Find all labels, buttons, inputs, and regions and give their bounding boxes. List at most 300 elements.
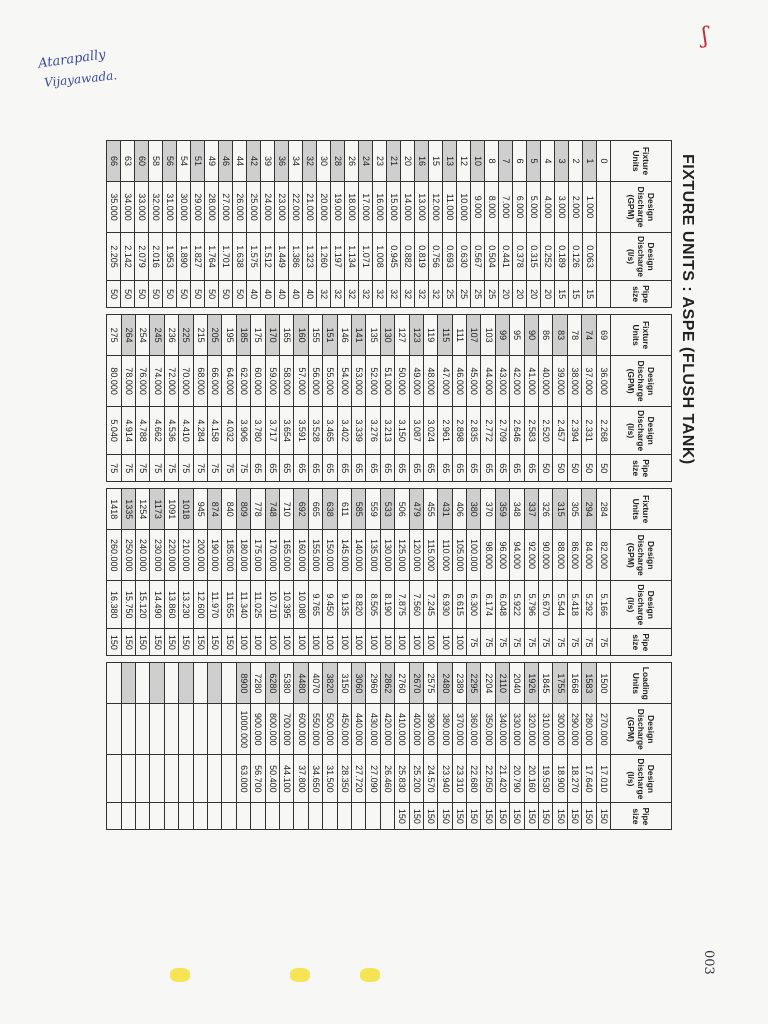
table-cell: 2.772 [481, 407, 495, 455]
table-cell: 20 [499, 281, 513, 308]
table-row [208, 489, 222, 656]
table-cell: 55.000 [323, 356, 337, 407]
table-cell: 75 [481, 629, 495, 656]
table-row [135, 141, 149, 308]
table-row [208, 663, 222, 830]
table-cell: 100 [308, 629, 322, 656]
table-cell: 41.000 [524, 356, 538, 407]
table-cell: 95 [510, 315, 524, 356]
table-row [136, 315, 150, 482]
table-cell: 1.323 [303, 233, 317, 281]
table-cell: 236 [164, 315, 178, 356]
table-cell: 2960 [366, 663, 380, 704]
table-row [164, 489, 178, 656]
table-cell: 145.000 [337, 530, 351, 581]
table-cell [121, 755, 135, 803]
table-row [524, 315, 538, 482]
column-header: Design Discharge (GPM) [611, 530, 672, 581]
table-cell: 107 [467, 315, 481, 356]
table-cell [121, 803, 135, 830]
table-row [423, 489, 437, 656]
table-cell: 23 [373, 141, 387, 182]
table-row [294, 489, 308, 656]
table-cell: 21.420 [495, 755, 509, 803]
table-cell: 100 [452, 629, 466, 656]
table-cell: 65 [395, 455, 409, 482]
table-cell: 3820 [323, 663, 337, 704]
table-cell: 400.000 [409, 704, 423, 755]
table-cell: 75 [539, 629, 553, 656]
table-row [121, 489, 135, 656]
table-cell: 5.418 [567, 581, 581, 629]
table-cell: 76.000 [136, 356, 150, 407]
column-header: Fixture Units [611, 141, 672, 182]
table-row [366, 663, 380, 830]
table-cell [179, 803, 193, 830]
table-cell: 51 [191, 141, 205, 182]
table-cell: 86.000 [567, 530, 581, 581]
table-cell: 550.000 [308, 704, 322, 755]
table-cell: 6280 [265, 663, 279, 704]
table-cell: 19.530 [539, 755, 553, 803]
table-cell [208, 663, 222, 704]
table-cell: 3060 [351, 663, 365, 704]
table-cell: 86 [539, 315, 553, 356]
table-cell: 1.386 [289, 233, 303, 281]
table-cell: 60 [135, 141, 149, 182]
table-cell: 50 [191, 281, 205, 308]
table-cell: 692 [294, 489, 308, 530]
table-cell [193, 803, 207, 830]
table-cell [136, 663, 150, 704]
table-cell: 84.000 [582, 530, 596, 581]
table-cell: 100 [423, 629, 437, 656]
table-cell: 4.000 [541, 182, 555, 233]
table-cell: 710 [280, 489, 294, 530]
table-cell: 50.000 [395, 356, 409, 407]
table-cell: 82.000 [596, 530, 610, 581]
table-cell: 7 [499, 141, 513, 182]
table-cell [193, 755, 207, 803]
table-row [395, 663, 409, 830]
table-cell: 600.000 [294, 704, 308, 755]
table-cell: 100 [280, 629, 294, 656]
table-row [596, 663, 610, 830]
table-row [582, 489, 596, 656]
table-cell: 150 [553, 803, 567, 830]
table-cell: 337 [524, 489, 538, 530]
table-cell: 20.000 [317, 182, 331, 233]
table-cell: 10.080 [294, 581, 308, 629]
rotated-page [82, 140, 702, 920]
table-cell: 350.000 [481, 704, 495, 755]
table-row [495, 315, 509, 482]
table-cell: 0.063 [583, 233, 597, 281]
table-cell: 151 [323, 315, 337, 356]
table-cell: 30.000 [177, 182, 191, 233]
table-cell: 360.000 [467, 704, 481, 755]
table-cell: 135.000 [366, 530, 380, 581]
table-cell: 100 [366, 629, 380, 656]
table-cell: 2.394 [567, 407, 581, 455]
table-cell: 11.000 [443, 182, 457, 233]
table-cell: 3.087 [409, 407, 423, 455]
table-row [495, 489, 509, 656]
table-cell: 22.680 [467, 755, 481, 803]
table-cell: 585 [351, 489, 365, 530]
table-cell: 17.010 [596, 755, 610, 803]
table-cell: 2.268 [596, 407, 610, 455]
table-cell: 16.000 [373, 182, 387, 233]
table-cell: 34.650 [308, 755, 322, 803]
table-cell: 33.000 [135, 182, 149, 233]
table-cell [208, 704, 222, 755]
table-cell: 6 [513, 141, 527, 182]
table-cell: 65 [467, 455, 481, 482]
table-cell: 0.567 [471, 233, 485, 281]
table-cell: 150 [121, 629, 135, 656]
table-cell: 2389 [452, 663, 466, 704]
table-row [303, 141, 317, 308]
table-row [164, 315, 178, 482]
table-cell: 230.000 [150, 530, 164, 581]
column-header: Design Discharge (GPM) [611, 704, 672, 755]
table-cell: 32 [359, 281, 373, 308]
table-cell: 100 [236, 629, 250, 656]
table-cell: 32 [303, 141, 317, 182]
table-cell: 2575 [423, 663, 437, 704]
column-header: Design Discharge (l/s) [611, 755, 672, 803]
table-row [467, 315, 481, 482]
table-cell: 25 [443, 281, 457, 308]
table-cell: 2110 [495, 663, 509, 704]
table-cell: 0 [597, 141, 611, 182]
table-cell: 11.970 [208, 581, 222, 629]
table-row [366, 315, 380, 482]
table-cell: 90.000 [539, 530, 553, 581]
table-cell: 74 [582, 315, 596, 356]
table-cell: 42 [247, 141, 261, 182]
table-cell: 75 [596, 629, 610, 656]
table-cell: 0.945 [387, 233, 401, 281]
table-cell: 10.710 [265, 581, 279, 629]
table-row [366, 489, 380, 656]
table-cell: 2862 [380, 663, 394, 704]
table-cell: 370 [481, 489, 495, 530]
table-cell: 135 [366, 315, 380, 356]
table-row [136, 489, 150, 656]
table-cell: 25 [485, 281, 499, 308]
table-cell: 20 [541, 281, 555, 308]
table-cell: 800.000 [265, 704, 279, 755]
table-cell: 40 [247, 281, 261, 308]
table-row [179, 489, 193, 656]
column-header: Fixture Units [611, 315, 672, 356]
table-cell [121, 704, 135, 755]
table-cell: 50 [582, 455, 596, 482]
table-row [555, 141, 569, 308]
column-header: Pipe size [611, 629, 672, 656]
table-cell: 66.000 [208, 356, 222, 407]
table-cell: 3.276 [366, 407, 380, 455]
table-cell: 1.701 [219, 233, 233, 281]
table-cell: 100 [337, 629, 351, 656]
column-header: Pipe size [611, 281, 672, 308]
table-cell: 120.000 [409, 530, 423, 581]
table-row [597, 141, 611, 308]
table-row [539, 489, 553, 656]
table-cell: 406 [452, 489, 466, 530]
table-row [236, 663, 250, 830]
table-cell: 57.000 [294, 356, 308, 407]
table-cell [222, 803, 236, 830]
table-cell: 165.000 [280, 530, 294, 581]
table-cell: 47.000 [438, 356, 452, 407]
table-cell [208, 755, 222, 803]
table-cell: 20 [527, 281, 541, 308]
table-cell: 32 [345, 281, 359, 308]
table-cell: 506 [395, 489, 409, 530]
table-cell [107, 704, 122, 755]
yellow-mark [170, 968, 190, 982]
table-row [345, 141, 359, 308]
table-cell: 778 [251, 489, 265, 530]
table-cell: 75 [222, 455, 236, 482]
table-cell: 125.000 [395, 530, 409, 581]
table-cell: 150 [524, 803, 538, 830]
table-cell [280, 803, 294, 830]
column-header: Design Discharge (l/s) [611, 407, 672, 455]
table-cell: 8.505 [366, 581, 380, 629]
table-cell: 63 [121, 141, 135, 182]
table-cell: 65 [452, 455, 466, 482]
table-row [409, 315, 423, 482]
table-cell: 123 [409, 315, 423, 356]
table-row [337, 315, 351, 482]
table-cell: 748 [265, 489, 279, 530]
table-cell: 0.315 [527, 233, 541, 281]
table-cell: 160.000 [294, 530, 308, 581]
table-cell: 3.780 [251, 407, 265, 455]
table-cell: 39 [261, 141, 275, 182]
table-cell: 50 [219, 281, 233, 308]
table-cell [236, 803, 250, 830]
fixture-table-4 [106, 662, 672, 830]
table-row [191, 141, 205, 308]
table-cell: 17.000 [359, 182, 373, 233]
table-row [481, 489, 495, 656]
table-row [323, 663, 337, 830]
table-row [539, 663, 553, 830]
table-row [541, 141, 555, 308]
column-header: Fixture Units [611, 489, 672, 530]
table-cell: 1.008 [373, 233, 387, 281]
table-cell: 1.827 [191, 233, 205, 281]
column-header: Design Discharge (l/s) [611, 581, 672, 629]
table-cell: 2.520 [539, 407, 553, 455]
table-cell: 4.158 [208, 407, 222, 455]
table-cell: 1.953 [163, 233, 177, 281]
table-cell: 4.914 [121, 407, 135, 455]
table-cell: 49 [205, 141, 219, 182]
table-cell: 25.000 [247, 182, 261, 233]
table-cell: 100.000 [467, 530, 481, 581]
table-cell: 12.000 [429, 182, 443, 233]
table-cell: 185 [236, 315, 250, 356]
table-cell: 2204 [481, 663, 495, 704]
table-cell: 16 [415, 141, 429, 182]
table-cell: 0.126 [569, 233, 583, 281]
table-cell: 11.025 [251, 581, 265, 629]
table-cell: 8.190 [380, 581, 394, 629]
table-row [582, 663, 596, 830]
table-row [331, 141, 345, 308]
table-row [351, 489, 365, 656]
table-cell: 300.000 [553, 704, 567, 755]
corner-mark: ʃ [702, 24, 708, 49]
table-cell: 27.000 [219, 182, 233, 233]
tables-container [106, 140, 672, 920]
table-cell: 359 [495, 489, 509, 530]
table-cell: 75 [136, 455, 150, 482]
table-cell: 74.000 [150, 356, 164, 407]
table-cell: 2480 [438, 663, 452, 704]
table-cell: 450.000 [337, 704, 351, 755]
table-cell: 20.160 [524, 755, 538, 803]
table-cell: 75 [467, 629, 481, 656]
table-cell [265, 803, 279, 830]
table-cell: 17.640 [582, 755, 596, 803]
table-row [567, 315, 581, 482]
table-cell: 1335 [121, 489, 135, 530]
table-cell [107, 755, 122, 803]
table-row [395, 489, 409, 656]
table-row [164, 663, 178, 830]
table-cell: 638 [323, 489, 337, 530]
table-cell: 665 [308, 489, 322, 530]
table-row [317, 141, 331, 308]
table-cell: 150 [452, 803, 466, 830]
table-cell: 34 [289, 141, 303, 182]
table-row [323, 315, 337, 482]
table-cell: 150 [208, 629, 222, 656]
table-cell: 431 [438, 489, 452, 530]
table-cell: 1.000 [583, 182, 597, 233]
column-header: Design Discharge (GPM) [611, 182, 672, 233]
table-cell: 66 [107, 141, 121, 182]
table-cell: 32 [317, 281, 331, 308]
table-cell: 390.000 [423, 704, 437, 755]
table-cell [208, 803, 222, 830]
table-cell [597, 281, 611, 308]
table-cell: 380 [467, 489, 481, 530]
table-cell: 53.000 [351, 356, 365, 407]
table-cell: 37.000 [582, 356, 596, 407]
fixture-table-3 [106, 488, 672, 656]
table-row [107, 315, 122, 482]
table-cell: 9.450 [323, 581, 337, 629]
table-cell: 58 [149, 141, 163, 182]
table-cell: 260.000 [107, 530, 122, 581]
fixture-table-1 [106, 140, 672, 308]
table-cell: 42.000 [510, 356, 524, 407]
table-cell: 205 [208, 315, 222, 356]
table-cell: 65 [423, 455, 437, 482]
table-row [208, 315, 222, 482]
table-row [337, 489, 351, 656]
table-cell: 75 [164, 455, 178, 482]
table-cell: 945 [193, 489, 207, 530]
table-cell: 75 [121, 455, 135, 482]
table-row [275, 141, 289, 308]
table-cell: 50 [233, 281, 247, 308]
table-cell: 27.090 [366, 755, 380, 803]
table-row [251, 315, 265, 482]
table-cell: 4.284 [193, 407, 207, 455]
table-cell: 0.882 [401, 233, 415, 281]
table-cell: 0.756 [429, 233, 443, 281]
table-cell: 2.457 [553, 407, 567, 455]
handwritten-name: Atarapally [37, 47, 107, 72]
table-cell: 65 [337, 455, 351, 482]
table-cell: 75 [107, 455, 122, 482]
table-cell: 150 [222, 629, 236, 656]
table-row [251, 489, 265, 656]
table-cell: 1.764 [205, 233, 219, 281]
table-row [193, 489, 207, 656]
column-header: Loading Units [611, 663, 672, 704]
table-cell: 5.166 [596, 581, 610, 629]
table-cell: 1.638 [233, 233, 247, 281]
table-cell: 60.000 [251, 356, 265, 407]
table-cell: 52.000 [366, 356, 380, 407]
table-cell: 1.134 [345, 233, 359, 281]
table-row [553, 315, 567, 482]
table-cell [351, 803, 365, 830]
table-row [569, 141, 583, 308]
table-cell: 150 [567, 803, 581, 830]
table-cell: 23.000 [275, 182, 289, 233]
table-cell: 5380 [280, 663, 294, 704]
table-row [452, 489, 466, 656]
table-cell: 2295 [467, 663, 481, 704]
table-cell: 3.654 [280, 407, 294, 455]
table-cell: 83 [553, 315, 567, 356]
table-cell: 4.788 [136, 407, 150, 455]
table-cell: 10 [471, 141, 485, 182]
table-row [107, 663, 122, 830]
table-cell: 15 [569, 281, 583, 308]
table-cell: 3.402 [337, 407, 351, 455]
table-cell: 5.292 [582, 581, 596, 629]
table-cell: 78.000 [121, 356, 135, 407]
table-cell: 28 [331, 141, 345, 182]
table-cell: 0.693 [443, 233, 457, 281]
table-cell: 380.000 [438, 704, 452, 755]
table-row [280, 489, 294, 656]
table-cell: 27.720 [351, 755, 365, 803]
table-cell: 340.000 [495, 704, 509, 755]
table-cell: 4070 [308, 663, 322, 704]
table-cell: 150 [409, 803, 423, 830]
table-cell: 34.000 [121, 182, 135, 233]
table-row [510, 663, 524, 830]
table-cell: 18.900 [553, 755, 567, 803]
table-cell: 20 [513, 281, 527, 308]
table-cell: 900.000 [251, 704, 265, 755]
table-cell: 31.000 [163, 182, 177, 233]
table-cell: 26 [345, 141, 359, 182]
